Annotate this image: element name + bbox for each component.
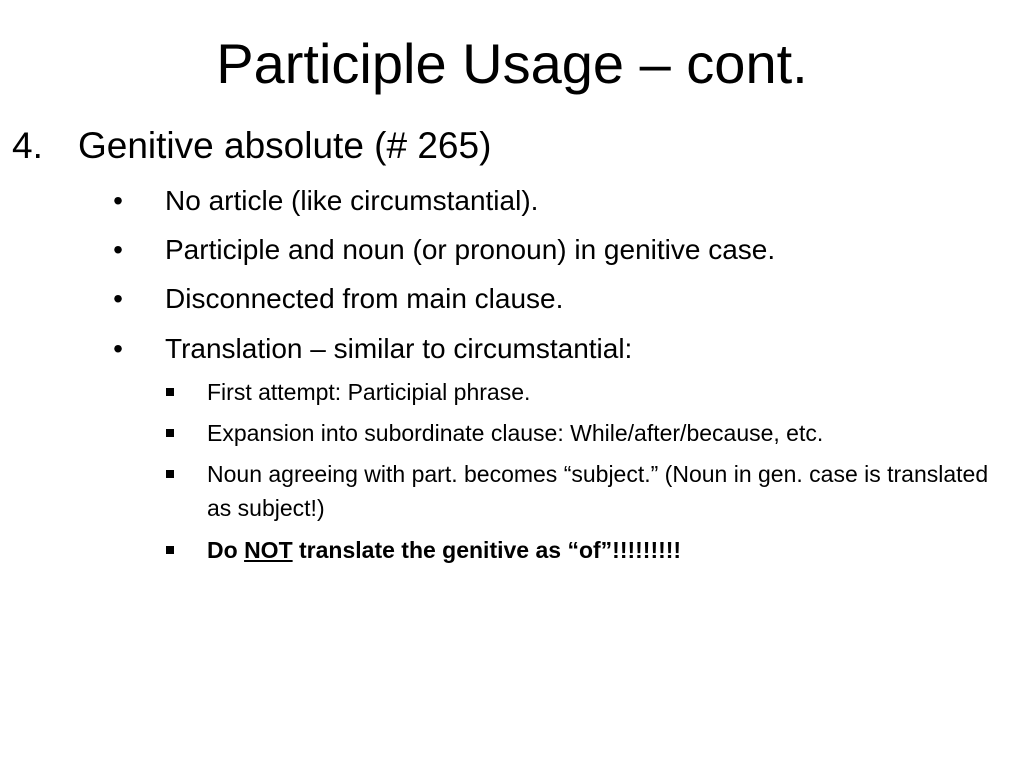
sub-bullet-text: Noun agreeing with part. becomes “subject.” (Noun in gen. case is translated as subject!) — [207, 461, 989, 521]
bullet-text: No article (like circumstantial). — [165, 185, 539, 216]
sub-bullet-item — [160, 416, 1016, 450]
square-bullet-icon — [166, 429, 174, 437]
bullet-text: Disconnected from main clause. — [165, 283, 564, 314]
emphasis-item — [160, 533, 1016, 567]
slide-title: Participle Usage – cont. — [216, 32, 808, 95]
square-bullet-icon — [166, 470, 174, 478]
emphasis-underlined: NOT — [244, 537, 293, 563]
emphasis-after: translate the genitive as “of”!!!!!!!!! — [292, 537, 682, 563]
emphasis-before: Do — [207, 537, 245, 563]
sub-bullet-text: Expansion into subordinate clause: While/after/because, etc. — [207, 420, 824, 446]
bullet-text: Participle and noun (or pronoun) in genitive case. — [165, 234, 776, 265]
bullet-dot-icon: • — [113, 333, 123, 364]
bullet-dot-icon: • — [113, 234, 123, 265]
bullet-dot-icon: • — [113, 283, 123, 314]
emphasis-text — [207, 533, 1016, 567]
bullet-text: Translation – similar to circumstantial: — [165, 333, 633, 364]
point-heading: Genitive absolute (# 265) — [78, 125, 492, 166]
point-number: 4. — [12, 125, 43, 166]
sub-bullet-text: First attempt: Participial phrase. — [207, 379, 531, 405]
sub-bullet-item — [160, 457, 1016, 525]
sub-bullet-item — [160, 375, 1016, 409]
point-4 — [12, 124, 491, 168]
square-bullet-icon — [166, 388, 174, 396]
bullet-dot-icon: • — [113, 185, 123, 216]
square-bullet-icon — [166, 546, 174, 554]
